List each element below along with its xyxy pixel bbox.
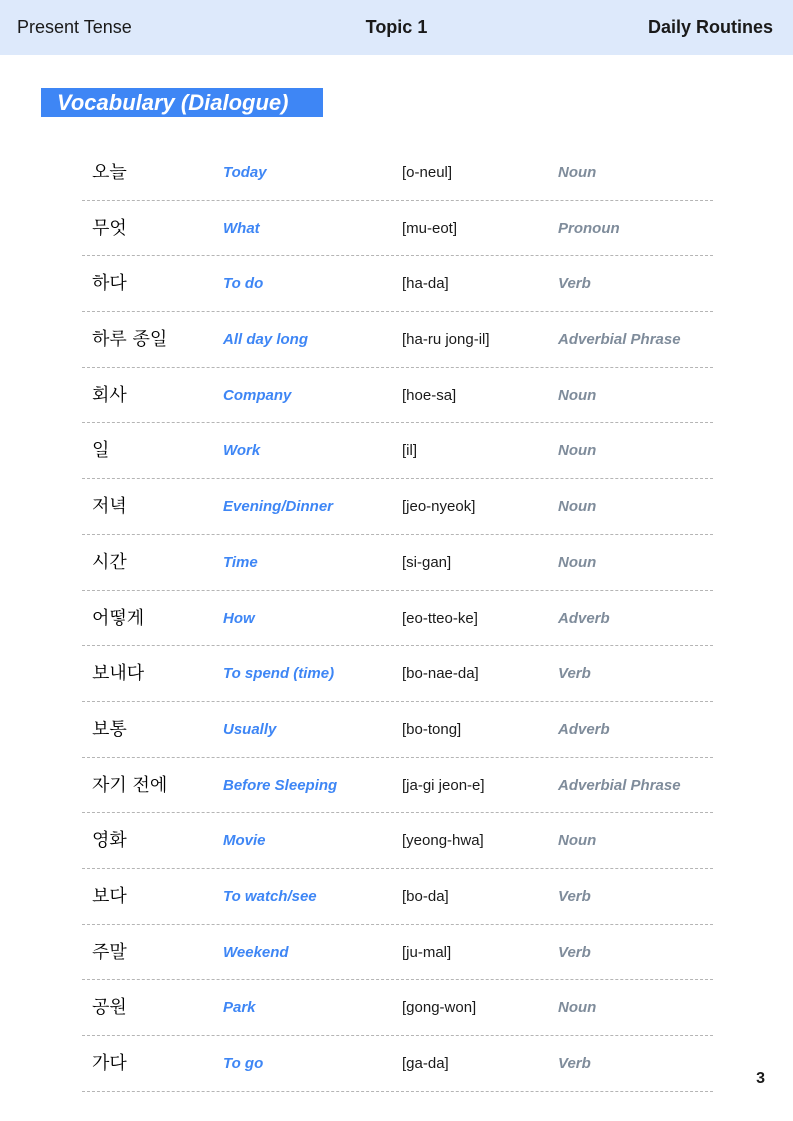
- vocab-row: [82, 813, 713, 869]
- vocab-korean: 가다: [92, 1053, 127, 1074]
- vocab-row: [82, 423, 713, 479]
- vocab-part-of-speech: Adverbial Phrase: [558, 331, 681, 349]
- vocab-korean: 오늘: [92, 162, 127, 183]
- vocab-english: Time: [223, 553, 258, 571]
- vocab-row: [82, 646, 713, 702]
- vocab-pronunciation: [si-gan]: [402, 553, 452, 571]
- vocab-row: [82, 479, 713, 535]
- section-title: Vocabulary (Dialogue): [41, 88, 323, 117]
- vocab-row: [82, 1036, 713, 1092]
- vocab-pronunciation: [ha-da]: [402, 275, 449, 293]
- vocab-row: [82, 980, 713, 1036]
- vocab-part-of-speech: Noun: [558, 164, 597, 181]
- page-header: [0, 0, 793, 55]
- vocab-korean: 공원: [92, 997, 127, 1019]
- vocab-pronunciation: [mu-eot]: [402, 219, 458, 237]
- vocab-part-of-speech: Pronoun: [558, 219, 620, 237]
- vocab-part-of-speech: Noun: [558, 832, 597, 850]
- vocab-english: Park: [223, 999, 256, 1017]
- vocab-english: Before Sleeping: [223, 776, 338, 794]
- vocab-english: Movie: [223, 832, 266, 850]
- vocab-korean: 시간: [92, 551, 127, 573]
- header-right-title: Daily Routines: [647, 17, 773, 37]
- vocab-korean: 보통: [92, 718, 127, 740]
- vocab-row: [82, 925, 713, 981]
- vocab-english: Company: [223, 386, 292, 404]
- vocab-pronunciation: [bo-tong]: [402, 720, 462, 738]
- vocab-row: [82, 591, 713, 647]
- vocab-pronunciation: [ja-gi jeon-e]: [402, 776, 485, 794]
- vocab-korean: 주말: [92, 941, 127, 963]
- vocab-part-of-speech: Adverb: [558, 720, 610, 738]
- vocab-part-of-speech: Adverb: [558, 609, 610, 627]
- vocab-english: What: [223, 219, 260, 237]
- vocab-korean: 하루 종일: [92, 329, 168, 351]
- vocab-part-of-speech: Noun: [558, 999, 597, 1017]
- vocab-pronunciation: [hoe-sa]: [402, 386, 457, 404]
- vocab-korean: 보다: [92, 885, 127, 907]
- vocab-korean: 영화: [92, 830, 127, 852]
- vocab-english: Evening/Dinner: [223, 498, 334, 516]
- vocab-korean: 하다: [92, 273, 127, 295]
- vocab-row: [82, 256, 713, 312]
- vocab-english: Weekend: [223, 943, 289, 961]
- vocab-part-of-speech: Noun: [558, 442, 597, 460]
- vocab-english: Work: [223, 442, 261, 460]
- vocab-part-of-speech: Noun: [558, 386, 597, 404]
- vocab-row: [82, 368, 713, 424]
- vocab-english: How: [223, 609, 255, 627]
- vocab-english: To spend (time): [223, 665, 335, 683]
- vocab-pronunciation: [gong-won]: [402, 999, 477, 1017]
- vocab-korean: 보내다: [92, 663, 145, 685]
- vocab-pronunciation: [bo-nae-da]: [402, 665, 479, 683]
- vocab-pronunciation: [o-neul]: [402, 164, 453, 181]
- vocab-pronunciation: [yeong-hwa]: [402, 832, 484, 850]
- vocab-part-of-speech: Verb: [558, 665, 591, 683]
- vocab-part-of-speech: Verb: [558, 887, 591, 905]
- vocab-korean: 저녁: [92, 496, 127, 518]
- vocab-english: Today: [223, 164, 267, 181]
- vocab-english: To do: [223, 275, 264, 293]
- vocab-row: [82, 535, 713, 591]
- vocab-part-of-speech: Adverbial Phrase: [558, 776, 681, 794]
- vocab-row: [82, 201, 713, 257]
- vocab-part-of-speech: Verb: [558, 275, 591, 293]
- vocab-english: All day long: [223, 331, 309, 349]
- vocab-pronunciation: [ju-mal]: [402, 943, 452, 961]
- vocab-pronunciation: [eo-tteo-ke]: [402, 609, 478, 627]
- vocab-korean: 무엇: [92, 217, 127, 239]
- vocab-english: To watch/see: [223, 887, 317, 905]
- vocab-row: [82, 702, 713, 758]
- vocab-korean: 어떻게: [92, 607, 145, 629]
- vocab-pronunciation: [bo-da]: [402, 887, 449, 905]
- vocab-pronunciation: [jeo-nyeok]: [402, 498, 476, 516]
- vocab-pronunciation: [ha-ru jong-il]: [402, 331, 490, 349]
- vocab-korean: 자기 전에: [92, 774, 168, 796]
- header-topic: Topic 1: [365, 17, 428, 37]
- vocab-korean: 일: [92, 440, 110, 462]
- vocabulary-table: [82, 145, 713, 1092]
- header-left-title: Present Tense: [17, 17, 132, 37]
- vocab-row: [82, 758, 713, 814]
- vocab-english: Usually: [223, 720, 277, 738]
- vocab-part-of-speech: Verb: [558, 943, 591, 961]
- vocab-row: [82, 145, 713, 201]
- vocab-part-of-speech: Verb: [558, 1055, 591, 1072]
- vocab-row: [82, 869, 713, 925]
- vocab-pronunciation: [ga-da]: [402, 1055, 449, 1072]
- vocab-row: [82, 312, 713, 368]
- vocab-english: To go: [223, 1055, 264, 1072]
- page-number: 3: [756, 1070, 765, 1087]
- vocab-part-of-speech: Noun: [558, 553, 597, 571]
- vocab-part-of-speech: Noun: [558, 498, 597, 516]
- vocab-pronunciation: [il]: [402, 442, 417, 460]
- vocab-korean: 회사: [92, 384, 127, 406]
